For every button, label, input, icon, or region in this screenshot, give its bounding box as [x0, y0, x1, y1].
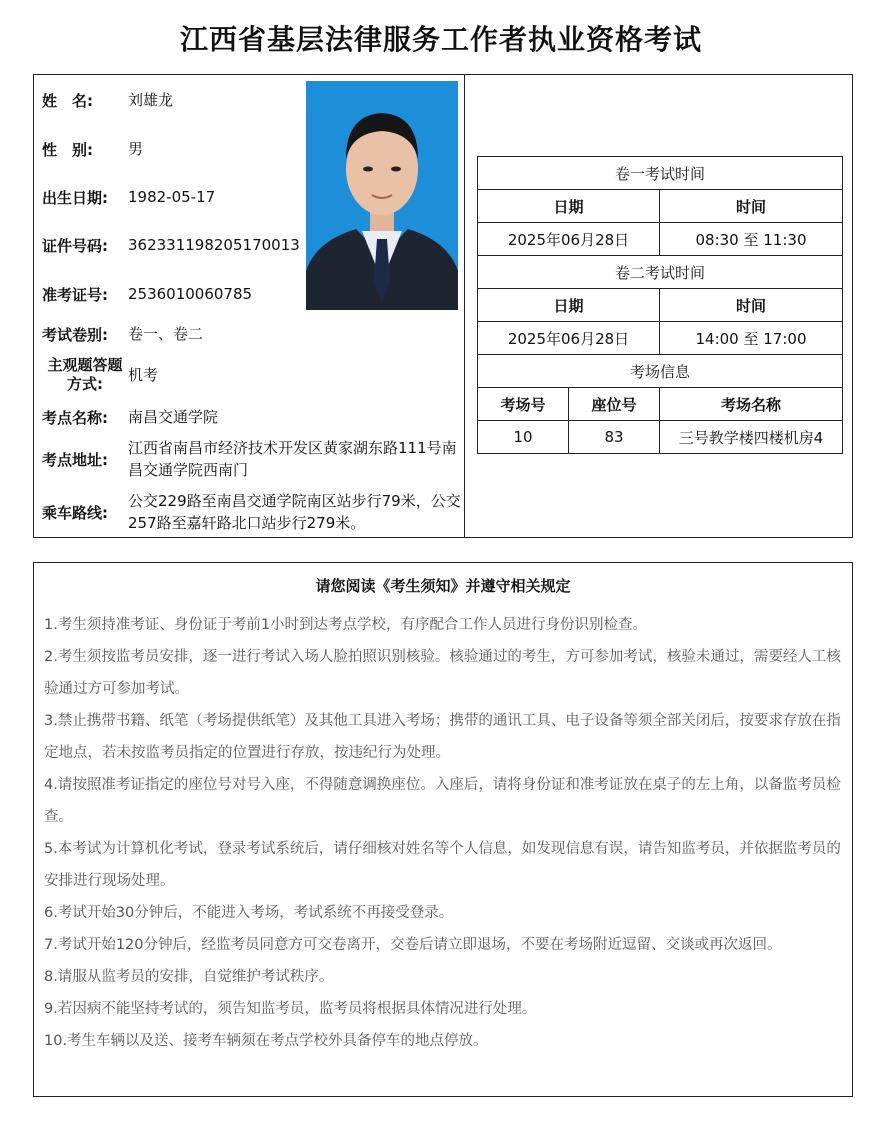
candidate-photo — [306, 81, 458, 310]
id-value: 362331198205170013 — [128, 236, 300, 254]
rule-item: 3.禁止携带书籍、纸笔（考场提供纸笔）及其他工具进入考场；携带的通讯工具、电子设备等须全部关闭后，按要求存放在指定地点，若未按监考员指定的位置进行存放，按违纪行为处理。 — [44, 713, 841, 761]
paper1-date-header: 日期 — [478, 190, 660, 223]
paper2-time-col-header: 时间 — [660, 289, 843, 322]
rule-item: 4.请按照准考证指定的座位号对号入座，不得随意调换座位。入座后，请将身份证和准考证放在桌子的左上角，以备监考员检查。 — [44, 777, 841, 825]
paper2-date: 2025年06月28日 — [478, 322, 660, 355]
address-row — [42, 437, 462, 481]
site-row — [42, 404, 462, 430]
rule-item: 8.请服从监考员的安排，自觉维护考试秩序。 — [44, 969, 334, 985]
rule-item: 1.考生须持准考证、身份证于考前1小时到达考点学校，有序配合工作人员进行身份识别检查。 — [44, 617, 648, 633]
paper2-date-header: 日期 — [478, 289, 660, 322]
exam-schedule-table — [477, 156, 843, 454]
rule-item: 5.本考试为计算机化考试，登录考试系统后，请仔细核对姓名等个人信息，如发现信息有误，请告知监考员，并依据监考员的安排进行现场处理。 — [44, 841, 841, 889]
rule-item: 10.考生车辆以及送、接考车辆须在考点学校外具备停车的地点停放。 — [44, 1033, 488, 1049]
admit-label: 准考证号: — [42, 285, 108, 304]
column-divider — [464, 75, 465, 537]
rule-item: 2.考生须按监考员安排，逐一进行考试入场人脸拍照识别核验。核验通过的考生，方可参加考试，核验未通过，需要经人工核验通过方可参加考试。 — [44, 649, 841, 697]
papers-row — [42, 321, 462, 347]
rule-item: 7.考试开始120分钟后，经监考员同意方可交卷离开，交卷后请立即退场，不要在考场附近逗留、交谈或再次返回。 — [44, 937, 782, 953]
room-name-header: 考场名称 — [660, 388, 843, 421]
birth-label: 出生日期: — [42, 188, 108, 207]
page-title: 江西省基层法律服务工作者执业资格考试 — [179, 23, 702, 56]
papers-label: 考试卷别: — [42, 325, 108, 344]
gender-value: 男 — [128, 140, 144, 158]
answer-mode-label: 主观题答题方式: — [47, 356, 123, 393]
paper1-time-col-header: 时间 — [660, 190, 843, 223]
paper1-time-header: 卷一考试时间 — [478, 157, 843, 190]
gender-label: 性 别: — [42, 140, 93, 159]
papers-value: 卷一、卷二 — [128, 325, 204, 343]
id-label: 证件号码: — [42, 236, 108, 255]
rule-item: 9.若因病不能坚持考试的，须告知监考员，监考员将根据具体情况进行处理。 — [44, 1001, 537, 1017]
seat-no-header: 座位号 — [569, 388, 660, 421]
route-row — [42, 490, 462, 534]
name-label: 姓 名: — [42, 91, 93, 110]
route-value: 公交229路至南昌交通学院南区站步行79米，公交257路至嘉轩路北口站步行279米。 — [128, 492, 461, 532]
paper2-time-header: 卷二考试时间 — [478, 256, 843, 289]
paper1-time: 08:30 至 11:30 — [660, 223, 843, 256]
admission-card — [33, 74, 853, 538]
answer-mode-row — [42, 355, 462, 395]
admit-value: 2536010060785 — [128, 285, 253, 303]
name-value: 刘雄龙 — [128, 91, 174, 109]
notice-panel — [33, 562, 853, 1097]
birth-value: 1982-05-17 — [128, 188, 216, 206]
site-value: 南昌交通学院 — [128, 408, 219, 426]
site-label: 考点名称: — [42, 408, 108, 427]
room-info-header: 考场信息 — [478, 355, 843, 388]
notice-title: 请您阅读《考生须知》并遵守相关规定 — [315, 577, 571, 595]
room-no-header: 考场号 — [478, 388, 569, 421]
address-value: 江西省南昌市经济技术开发区黄家湖东路111号南昌交通学院西南门 — [128, 439, 457, 479]
seat-no: 83 — [569, 421, 660, 454]
address-label: 考点地址: — [42, 450, 108, 469]
rule-item: 6.考试开始30分钟后，不能进入考场，考试系统不再接受登录。 — [44, 905, 454, 921]
paper2-time: 14:00 至 17:00 — [660, 322, 843, 355]
room-name: 三号教学楼四楼机房4 — [660, 421, 843, 454]
notice-rules — [44, 609, 848, 1057]
room-no: 10 — [478, 421, 569, 454]
route-label: 乘车路线: — [42, 503, 108, 522]
paper1-date: 2025年06月28日 — [478, 223, 660, 256]
answer-mode-value: 机考 — [128, 366, 159, 384]
portrait-image — [306, 81, 458, 310]
